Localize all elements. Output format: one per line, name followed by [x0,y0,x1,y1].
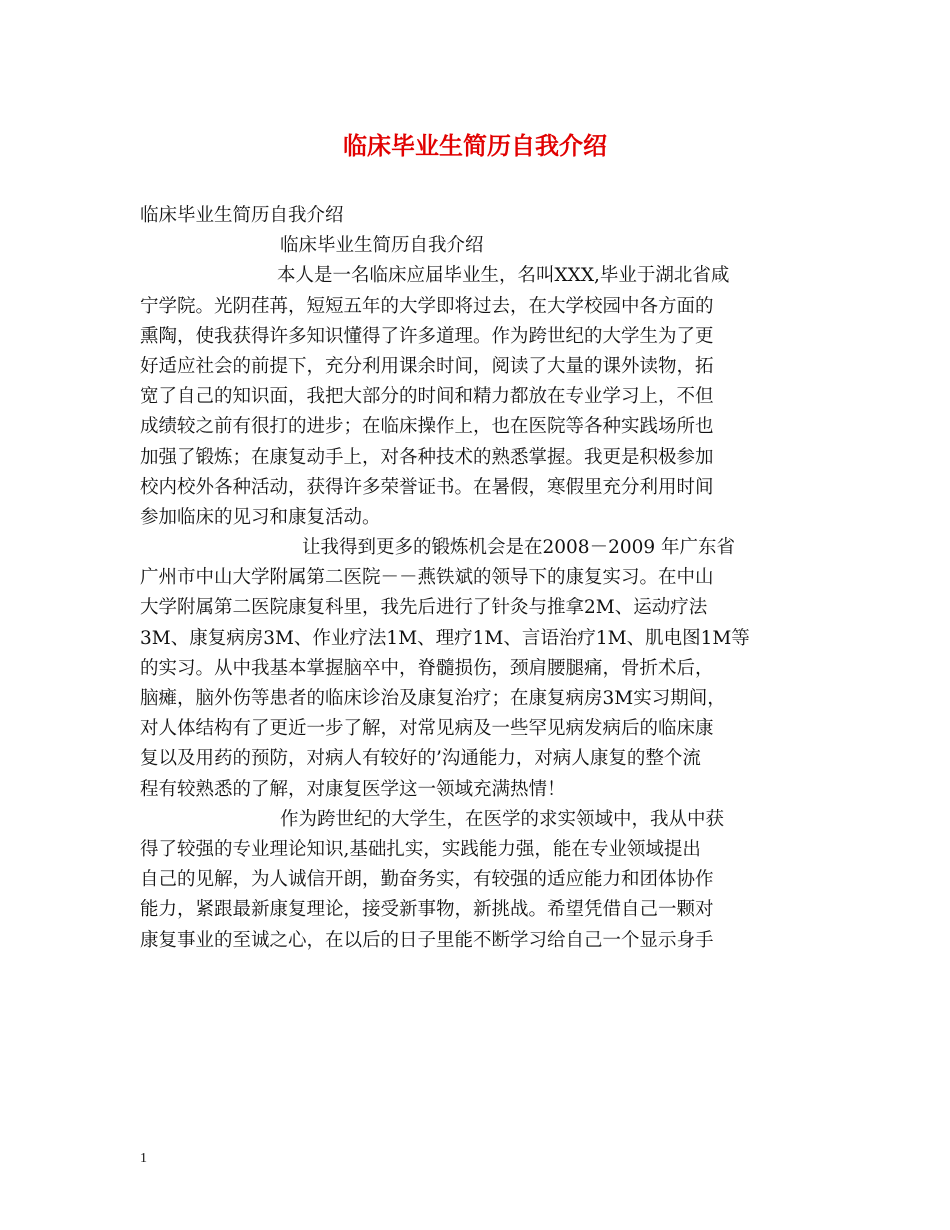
paragraph-line: 宁学院。光阴荏苒，短短五年的大学即将过去，在大学校园中各方面的 [140,295,714,317]
doc-subheading-line: 临床毕业生简历自我介绍 [280,235,484,257]
paragraph-line: 大学附属第二医院康复科里，我先后进行了针灸与推拿2M、运动疗法 [140,597,708,619]
document-body [140,201,820,956]
paragraph-line: 康复事业的至诚之心，在以后的日子里能不断学习给自己一个显示身手 [140,929,714,951]
paragraph-line: 复以及用药的预防，对病人有较好的’沟通能力，对病人康复的整个流 [140,748,701,770]
paragraph-line: 作为跨世纪的大学生，在医学的求实领域中，我从中获 [280,808,725,830]
paragraph-line: 熏陶，使我获得许多知识懂得了许多道理。作为跨世纪的大学生为了更 [140,325,714,347]
paragraph-line: 宽了自己的知识面，我把大部分的时间和精力都放在专业学习上，不但 [140,386,714,408]
paragraph-line: 让我得到更多的锻炼机会是在2008－2009 年广东省 [302,537,736,559]
paragraph-line: 自己的见解，为人诚信开朗，勤奋务实，有较强的适应能力和团体协作 [140,869,714,891]
paragraph-line: 能力，紧跟最新康复理论，接受新事物，新挑战。希望凭借自己一颗对 [140,899,714,921]
paragraph-line: 参加临床的见习和康复活动。 [140,506,381,528]
document-title: 临床毕业生简历自我介绍 [343,131,607,160]
paragraph-line: 校内校外各种活动，获得许多荣誉证书。在暑假，寒假里充分利用时间 [140,476,714,498]
paragraph-line: 脑瘫，脑外伤等患者的临床诊治及康复治疗；在康复病房3M实习期间， [140,688,726,709]
page-number: 1 [140,1151,147,1166]
paragraph-line: 的实习。从中我基本掌握脑卒中，脊髓损伤，颈肩腰腿痛，骨折术后， [140,657,714,679]
paragraph-line: 广州市中山大学附属第二医院－－燕铁斌的领导下的康复实习。在中山 [140,567,714,589]
paragraph-line: 3M、康复病房3M、作业疗法1M、理疗1M、言语治疗1M、肌电图1M等 [140,627,750,649]
paragraph-line: 程有较熟悉的了解，对康复医学这一领域充满热情！ [140,778,566,800]
paragraph-line: 成绩较之前有很打的进步；在临床操作上，也在医院等各种实践场所也 [140,416,714,438]
paragraph-line: 加强了锻炼；在康复动手上，对各种技术的熟悉掌握。我更是积极参加 [140,446,714,468]
paragraph-line: 对人体结构有了更近一步了解，对常见病及一些罕见病发病后的临床康 [140,718,714,740]
paragraph-line: 本人是一名临床应届毕业生，名叫XXX,毕业于湖北省咸 [277,265,730,287]
paragraph-line: 好适应社会的前提下，充分利用课余时间，阅读了大量的课外读物，拓 [140,355,714,377]
paragraph-line: 得了较强的专业理论知识,基础扎实，实践能力强，能在专业领域提出 [140,838,701,860]
doc-heading-line: 临床毕业生简历自我介绍 [140,205,344,226]
